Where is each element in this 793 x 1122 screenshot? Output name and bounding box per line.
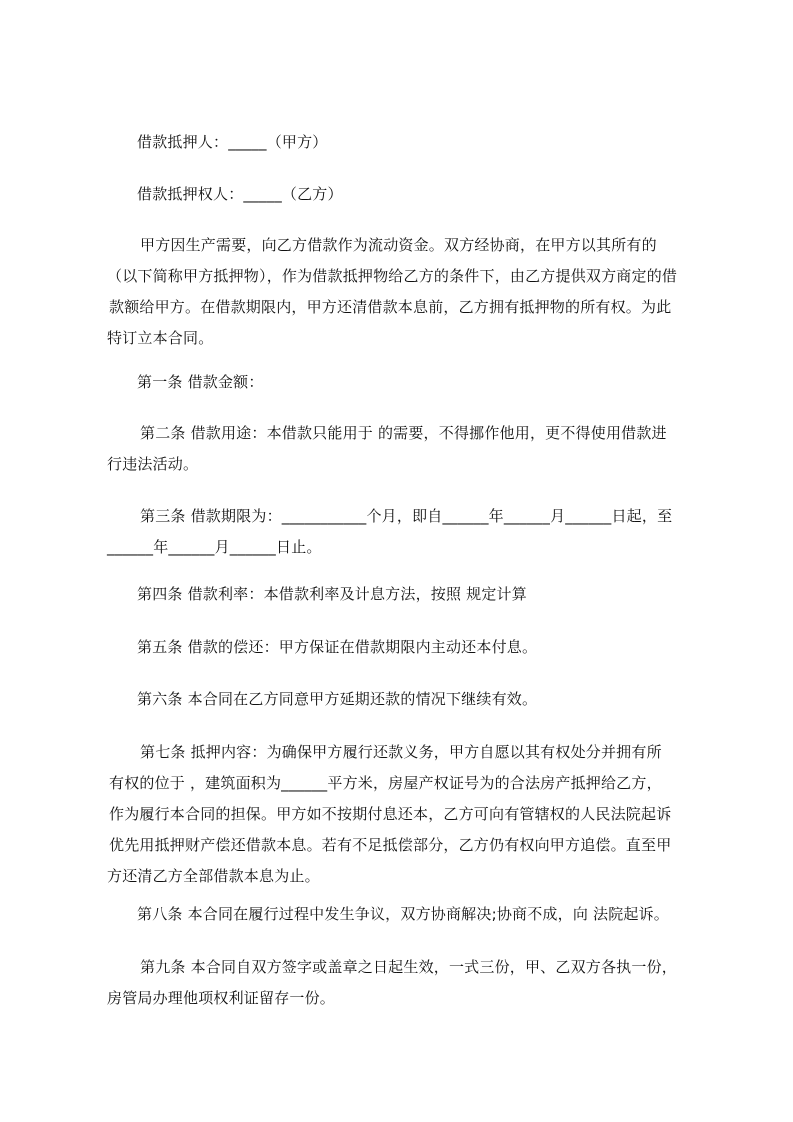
- article-7-line: 作为履行本合同的担保。甲方如不按期付息还本，乙方可向有管辖权的人民法院起诉: [109, 805, 672, 823]
- article-7-line: 第七条 抵押内容：为确保甲方履行还款义务，甲方自愿以其有权处分并拥有所: [140, 743, 662, 761]
- article-2-line: 行违法活动。: [107, 455, 199, 473]
- article-3-line: 第三条 借款期限为：___________个月，即自______年______月______日起，至: [140, 507, 673, 525]
- article-7-line: 优先用抵押财产偿还借款本息。若有不足抵偿部分，乙方仍有权向甲方追偿。直至甲: [109, 836, 672, 854]
- article-9: [107, 952, 677, 1014]
- article-8: 第八条 本合同在履行过程中发生争议，双方协商解决;协商不成，向 法院起诉。: [137, 905, 669, 923]
- intro-paragraph: [107, 230, 677, 354]
- lender-line: 借款抵押权人：_____（乙方）: [137, 185, 343, 203]
- intro-line: （以下简称甲方抵押物），作为借款抵押物给乙方的条件下，由乙方提供双方商定的借: [107, 267, 678, 285]
- article-7: [107, 737, 671, 892]
- intro-line: 甲方因生产需要，向乙方借款作为流动资金。双方经协商，在甲方以其所有的: [140, 236, 657, 254]
- article-9-line: 第九条 本合同自双方签字或盖章之日起生效，一式三份，甲、乙双方各执一份，: [140, 958, 677, 976]
- article-4: 第四条 借款利率：本借款利率及计息方法，按照 规定计算: [137, 585, 527, 603]
- article-9-line: 房管局办理他项权利证留存一份。: [107, 989, 336, 1007]
- article-6: 第六条 本合同在乙方同意甲方延期还款的情况下继续有效。: [137, 690, 538, 708]
- article-2-line: 第二条 借款用途：本借款只能用于 的需要，不得挪作他用，更不得使用借款进: [140, 424, 667, 442]
- intro-line: 特订立本合同。: [107, 329, 214, 347]
- intro-line: 款额给甲方。在借款期限内，甲方还清借款本息前，乙方拥有抵押物的所有权。为此: [109, 298, 672, 316]
- article-1: 第一条 借款金额：: [137, 373, 264, 391]
- article-5: 第五条 借款的偿还：甲方保证在借款期限内主动还本付息。: [137, 638, 538, 656]
- article-7-line: 方还清乙方全部借款本息为止。: [107, 867, 320, 885]
- article-3-line: ______年______月______日止。: [107, 538, 322, 556]
- article-3: [107, 501, 672, 563]
- article-7-line: 有权的位于 ，建筑面积为______平方米，房屋产权证号为的合法房产抵押给乙方，: [109, 774, 662, 792]
- borrower-line: 借款抵押人：_____（甲方）: [137, 133, 328, 151]
- article-2: [107, 418, 667, 480]
